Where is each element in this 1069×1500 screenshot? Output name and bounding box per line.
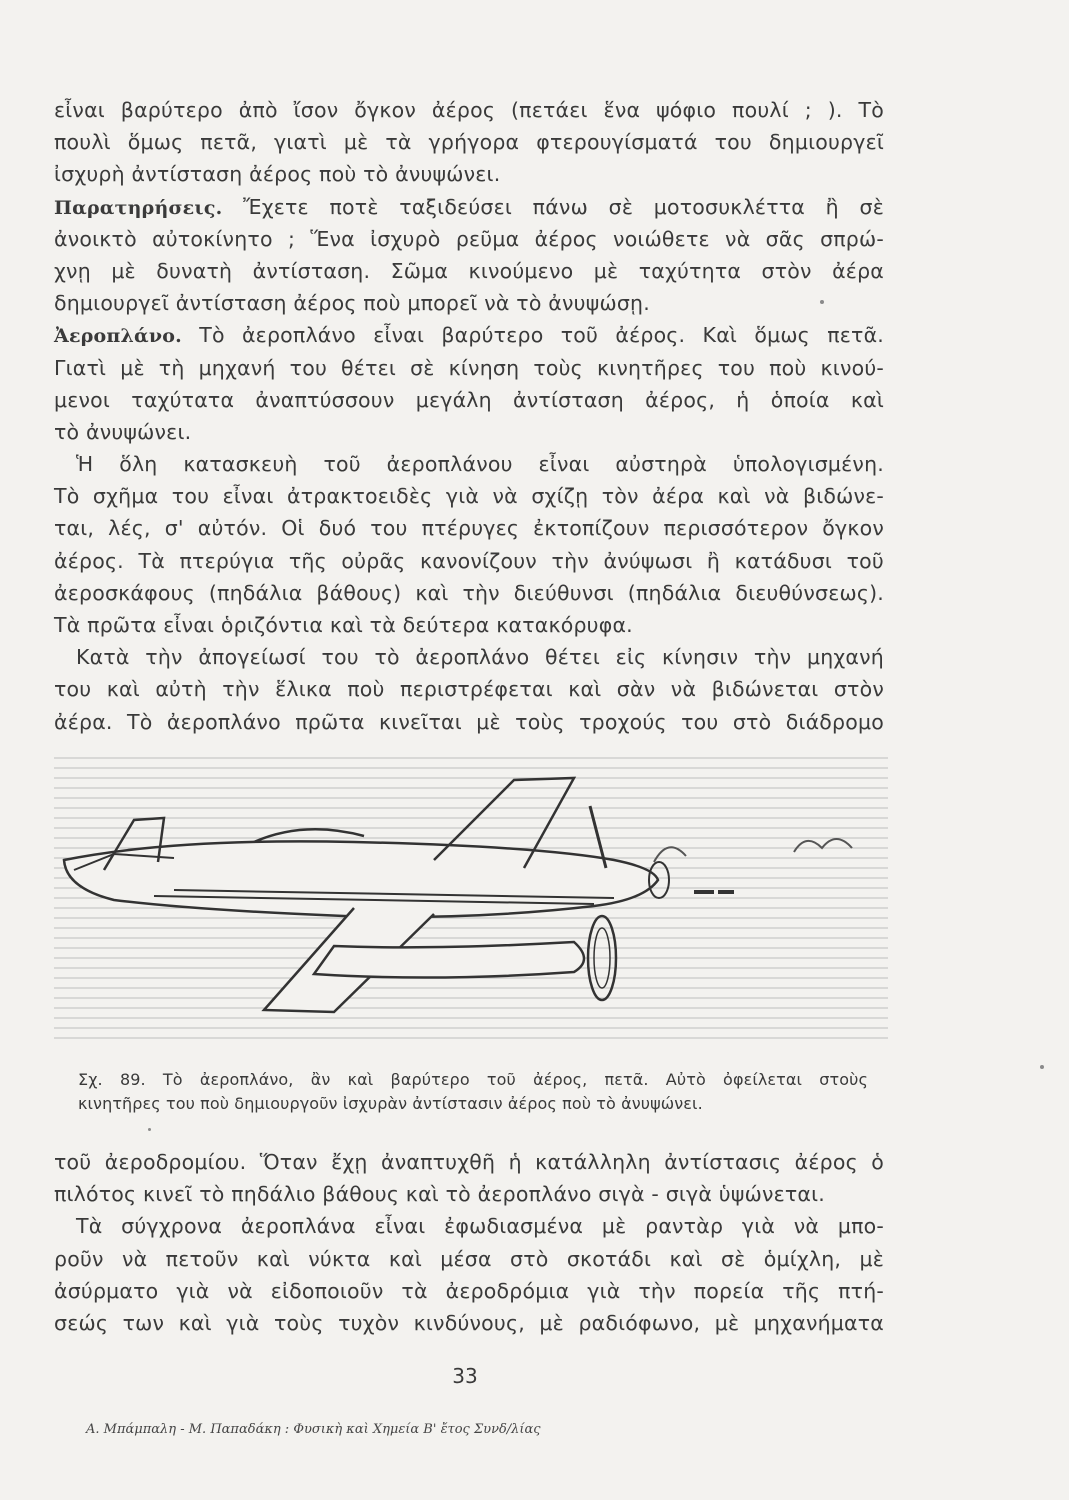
text-line: πουλὶ ὅμως πετᾶ, γιατὶ μὲ τὰ γρήγορα φτερουγίσματά του δημιουργεῖ <box>54 130 884 155</box>
figure-caption <box>78 1068 868 1116</box>
text-line: Τὰ πρῶτα εἶναι ὁριζόντια καὶ τὰ δεύτερα κατακόρυφα. <box>54 613 633 637</box>
text-line: Τὸ σχῆμα του εἶναι ἀτρακτοειδὲς γιὰ νὰ σχίζῃ τὸν ἀέρα καὶ νὰ βιδώνε- <box>54 484 884 509</box>
text-line: ἀνοικτὸ αὐτοκίνητο ; Ἕνα ἰσχυρὸ ρεῦμα ἀέρος νοιώθετε νὰ σᾶς σπρώ- <box>54 226 884 251</box>
text-line: εἶναι βαρύτερο ἀπὸ ἴσον ὄγκον ἀέρος (πετάει ἕνα ψόφιο πουλί ; ). Τὸ <box>54 98 884 122</box>
airplane-term: Ἀεροπλάνο. <box>54 325 182 348</box>
fuselage <box>64 841 658 917</box>
scan-speck <box>1040 1065 1044 1069</box>
cloud-icon <box>654 847 686 862</box>
body-text-upper <box>54 94 884 738</box>
page-footer: Α. Μπάμπαλη - Μ. Παπαδάκη : Φυσικὴ καὶ Χημεία Β' ἔτος Συνδ/λίας <box>86 1422 541 1437</box>
scan-speck <box>148 1128 151 1131</box>
engine-nacelle <box>314 942 584 978</box>
text-line: ται, λές, σ' αὐτόν. Οἱ δυό του πτέρυγες ἐκτοπίζουν περισσότερον ὄγκον <box>54 516 884 541</box>
text-line: ἀέρα. Τὸ ἀεροπλάνο πρῶτα κινεῖται μὲ τοὺς τροχούς του στὸ διάδρομο <box>54 709 884 734</box>
text-line: πιλότος κινεῖ τὸ πηδάλιο βάθους καὶ τὸ ἀεροπλάνο σιγὰ - σιγὰ ὑψώνεται. <box>54 1182 825 1207</box>
text-line: μενοι ταχύτατα ἀναπτύσσουν μεγάλη ἀντίσταση ἀέρος, ἡ ὁποία καὶ <box>54 387 884 412</box>
text-line: Κατὰ τὴν ἀπογείωσί του τὸ ἀεροπλάνο θέτει εἰς κίνησιν τὴν μηχανή <box>76 645 884 670</box>
text-span: Τὸ ἀεροπλάνο εἶναι βαρύτερο τοῦ ἀέρος. Καὶ ὅμως πετᾶ. <box>199 323 884 348</box>
body-text-lower <box>54 1146 884 1339</box>
airplane-figure <box>54 750 888 1050</box>
page-number: 33 <box>452 1364 478 1388</box>
airplane-illustration <box>54 750 888 1050</box>
text-line: τὸ ἀνυψώνει. <box>54 419 192 444</box>
text-line: ἰσχυρὴ ἀντίσταση ἀέρος ποὺ τὸ ἀνυψώνει. <box>54 162 501 187</box>
text-line: ἀσύρματο γιὰ νὰ εἰδοποιοῦν τὰ ἀεροδρόμια γιὰ τὴν πορεία τῆς πτή- <box>54 1278 884 1303</box>
text-line: σεώς των καὶ γιὰ τοὺς τυχὸν κινδύνους, μὲ ραδιόφωνο, μὲ μηχανήματα <box>54 1310 884 1335</box>
text-line: ροῦν νὰ πετοῦν καὶ νύκτα καὶ μέσα στὸ σκοτάδι καὶ σὲ ὁμίχλη, μὲ <box>54 1246 884 1271</box>
cockpit <box>254 829 364 842</box>
cloud-icon <box>794 839 852 852</box>
text-line: Ἡ ὅλη κατασκευὴ τοῦ ἀεροπλάνου εἶναι αὐστηρὰ ὑπολογισμένη. <box>76 452 884 477</box>
text-line: τοῦ ἀεροδρομίου. Ὅταν ἔχῃ ἀναπτυχθῆ ἡ κατάλληλη ἀντίστασις ἀέρος ὁ <box>54 1150 884 1174</box>
text-line: Τὰ σύγχρονα ἀεροπλάνα εἶναι ἐφωδιασμένα μὲ ραντὰρ γιὰ νὰ μπο- <box>76 1214 884 1239</box>
caption-line: Σχ. 89. Τὸ ἀεροπλάνο, ἂν καὶ βαρύτερο τοῦ ἀέρος, πετᾶ. Αὐτὸ ὀφείλεται στοὺς <box>78 1070 868 1089</box>
text-line: δημιουργεῖ ἀντίσταση ἀέρος ποὺ μπορεῖ νὰ τὸ ἀνυψώσῃ. <box>54 291 650 316</box>
observations-paragraph-start <box>54 191 884 223</box>
scan-speck <box>820 300 824 304</box>
caption-line: κινητῆρες του ποὺ δημιουργοῦν ἰσχυρὰν ἀντίστασιν ἀέρος ποὺ τὸ ἀνυψώνει. <box>78 1094 703 1113</box>
airplane-paragraph-start <box>54 319 884 351</box>
text-span: Ἔχετε ποτὲ ταξιδεύσει πάνω σὲ μοτοσυκλέττα ἢ σὲ <box>243 194 884 219</box>
text-line: ἀέρος. Τὰ πτερύγια τῆς οὐρᾶς κανονίζουν τὴν ἀνύψωσι ἢ κατάδυσι τοῦ <box>54 548 884 573</box>
observations-term: Παρατηρήσεις. <box>54 196 223 219</box>
text-line: χνῃ μὲ δυνατὴ ἀντίσταση. Σῶμα κινούμενο μὲ ταχύτητα στὸν ἀέρα <box>54 258 884 283</box>
text-line: ἀεροσκάφους (πηδάλια βάθους) καὶ τὴν διεύθυνσι (πηδάλια διευθύνσεως). <box>54 580 884 605</box>
text-line: Γιατὶ μὲ τὴ μηχανή του θέτει σὲ κίνηση τοὺς κινητῆρες του ποὺ κινού- <box>54 355 884 380</box>
text-line: του καὶ αὐτὴ τὴν ἕλικα ποὺ περιστρέφεται καὶ σὰν νὰ βιδώνεται στὸν <box>54 677 884 702</box>
